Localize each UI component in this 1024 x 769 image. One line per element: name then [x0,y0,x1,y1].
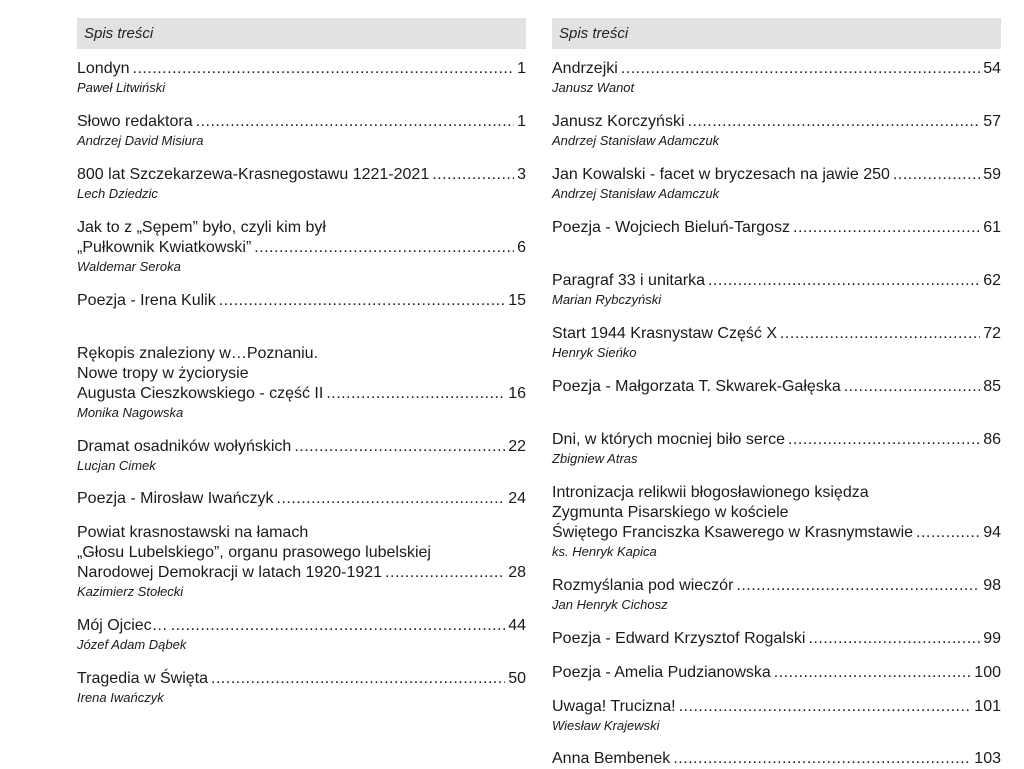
toc-entry [552,324,1001,361]
toc-entry [77,669,526,706]
toc-entry [552,629,1001,649]
entry-title-row [77,165,526,185]
page-number: 59 [983,166,1001,183]
entry-title-line: Świętego Franciszka Ksawerego w Krasnymstawie [552,524,914,541]
entry-author: Andrzej Stanisław Adamczuk [552,186,720,201]
entry-title-line: Augusta Cieszkowskiego - część II [77,385,324,402]
page-number: 28 [508,564,526,581]
entry-title-row [552,523,1001,543]
dot-leader [326,384,505,404]
entry-author: Józef Adam Dąbek [77,637,187,652]
entry-title-row [77,112,526,132]
entry-title-line: Andrzejki [552,60,618,77]
dot-leader [294,437,505,457]
dot-leader [254,238,514,258]
entry-author: ks. Henryk Kapica [552,544,657,559]
entry-author: Kazimierz Stołecki [77,584,184,599]
page-number: 98 [983,577,1001,594]
dot-leader [211,669,505,689]
entry-title-line: Poezja - Mirosław Iwańczyk [77,490,274,507]
page-number: 85 [983,378,1001,395]
entry-title-line: Uwaga! Trucizna! [552,698,676,715]
entry-title-row [552,663,1001,683]
entry-author: Janusz Wanot [552,80,635,95]
entry-title-row [552,165,1001,185]
page-number: 1 [517,60,526,77]
toc-entry [77,59,526,96]
entry-title-line: Rozmyślania pod wieczór [552,577,734,594]
toc-entry [552,377,1001,397]
entry-title-line: Poezja - Irena Kulik [77,292,216,309]
toc-entry [552,749,1001,769]
entry-author: Lech Dziedzic [77,186,158,201]
toc-entry [77,112,526,149]
entry-title-line: Dramat osadników wołyńskich [77,438,292,455]
entry-title-line: Poezja - Edward Krzysztof Rogalski [552,630,806,647]
dot-leader [673,749,971,769]
dot-leader [277,489,506,509]
entry-title-line: Start 1944 Krasnystaw Część X [552,325,777,342]
toc-entry [77,616,526,653]
page-number: 15 [508,292,526,309]
toc-entry [552,483,1001,560]
entry-title-line: Jak to z „Sępem” było, czyli kim był [77,219,326,236]
entry-title-line: Poezja - Amelia Pudzianowska [552,664,771,681]
entry-title-line: Paragraf 33 i unitarka [552,272,705,289]
page-number: 94 [983,524,1001,541]
dot-leader [385,563,505,583]
dot-leader [688,112,981,132]
entry-author: Marian Rybczyński [552,292,662,307]
entry-author: Henryk Sieńko [552,345,637,360]
page-number: 57 [983,113,1001,130]
toc-entry [77,437,526,474]
dot-leader [679,697,972,717]
toc-entry [552,697,1001,734]
entry-title-line: „Pułkownik Kwiatkowski” [77,239,252,256]
dot-leader [893,165,980,185]
entry-author: Irena Iwańczyk [77,690,164,705]
entry-author: Waldemar Seroka [77,259,181,274]
toc-entry [552,430,1001,467]
page-number: 62 [983,272,1001,289]
entry-title-line: Poezja - Małgorzata T. Skwarek-Gałęska [552,378,841,395]
toc-entry [552,59,1001,96]
entry-title-line: „Głosu Lubelskiego”, organu prasowego lubelskiej [77,544,431,561]
toc-column-right [552,18,1001,767]
entry-title-line: Nowe tropy w życiorysie [77,365,249,382]
dot-leader [432,165,514,185]
entry-title-line: Anna Bembenek [552,750,671,767]
dot-leader [844,377,980,397]
toc-entry [77,291,526,311]
entry-title-row [552,629,1001,649]
entry-title-row [552,377,1001,397]
toc-entry [77,489,526,509]
toc-header: Spis treści [77,18,526,49]
page-number: 54 [983,60,1001,77]
page-number: 101 [974,698,1001,715]
entry-title-row [77,384,526,404]
entry-title-line: 800 lat Szczekarzewa-Krasnegostawu 1221-2021 [77,166,430,183]
toc-entry [77,523,526,600]
entry-title-line: Jan Kowalski - facet w bryczesach na jawie 250 [552,166,890,183]
entry-title-row [77,291,526,311]
entry-author: Andrzej David Misiura [77,133,204,148]
page-number: 50 [508,670,526,687]
toc-entry [552,112,1001,149]
entry-title-line: Londyn [77,60,130,77]
page-number: 1 [517,113,526,130]
dot-leader [219,291,505,311]
page-number: 72 [983,325,1001,342]
toc-entry [77,218,526,275]
dot-leader [736,576,980,596]
dot-leader [793,218,980,238]
entry-title-row [552,218,1001,238]
page-number: 100 [974,664,1001,681]
toc-entry [77,344,526,421]
entry-title-row [77,669,526,689]
entry-title-line: Rękopis znaleziony w…Poznaniu. [77,345,319,362]
dot-leader [133,59,515,79]
entry-author: Lucjan Cimek [77,458,156,473]
entry-title-row [552,430,1001,450]
page-number: 86 [983,431,1001,448]
dot-leader [916,523,980,543]
dot-leader [171,616,506,636]
entry-title-row [552,271,1001,291]
entry-title-line: Powiat krasnostawski na łamach [77,524,309,541]
page-number: 61 [983,219,1001,236]
toc-entry [77,165,526,202]
entry-author: Paweł Litwiński [77,80,166,95]
entry-title-line: Słowo redaktora [77,113,193,130]
page-number: 16 [508,385,526,402]
toc-entry [552,576,1001,613]
entry-author: Wiesław Krajewski [552,718,660,733]
toc-entry [552,663,1001,683]
entry-title-row [552,112,1001,132]
entry-title-row [552,749,1001,769]
entry-title-row [552,324,1001,344]
entry-title-line: Narodowej Demokracji w latach 1920-1921 [77,564,383,581]
entry-title-line: Intronizacja relikwii błogosławionego księdza [552,484,869,501]
page-number: 99 [983,630,1001,647]
entry-author: Monika Nagowska [77,405,184,420]
toc-column-left [77,18,526,705]
entry-title-row [77,489,526,509]
entry-title-line: Mój Ojciec… [77,617,168,634]
entry-title-row [552,697,1001,717]
toc-entry [552,271,1001,308]
toc-entry [552,218,1001,238]
entry-title-line: Poezja - Wojciech Bieluń-Targosz [552,219,791,236]
entry-title-line: Tragedia w Święta [77,670,209,687]
entry-title-row [77,616,526,636]
dot-leader [808,629,980,649]
dot-leader [621,59,980,79]
dot-leader [780,324,980,344]
dot-leader [708,271,980,291]
entry-title-row [552,576,1001,596]
dot-leader [788,430,980,450]
entry-author: Zbigniew Atras [552,451,638,466]
page-number: 24 [508,490,526,507]
entry-title-row [552,59,1001,79]
entry-title-line: Zygmunta Pisarskiego w kościele [552,504,789,521]
entry-title-line: Dni, w których mocniej biło serce [552,431,785,448]
entry-author: Andrzej Stanisław Adamczuk [552,133,720,148]
entry-title-row [77,563,526,583]
entry-title-row [77,238,526,258]
toc-entry [552,165,1001,202]
page-number: 44 [508,617,526,634]
entry-title-row [77,59,526,79]
dot-leader [196,112,514,132]
entry-title-line: Janusz Korczyński [552,113,685,130]
page-number: 6 [517,239,526,256]
page-number: 3 [517,166,526,183]
dot-leader [774,663,972,683]
toc-header: Spis treści [552,18,1001,49]
page-number: 103 [974,750,1001,767]
page-number: 22 [508,438,526,455]
entry-author: Jan Henryk Cichosz [552,597,668,612]
entry-title-row [77,437,526,457]
